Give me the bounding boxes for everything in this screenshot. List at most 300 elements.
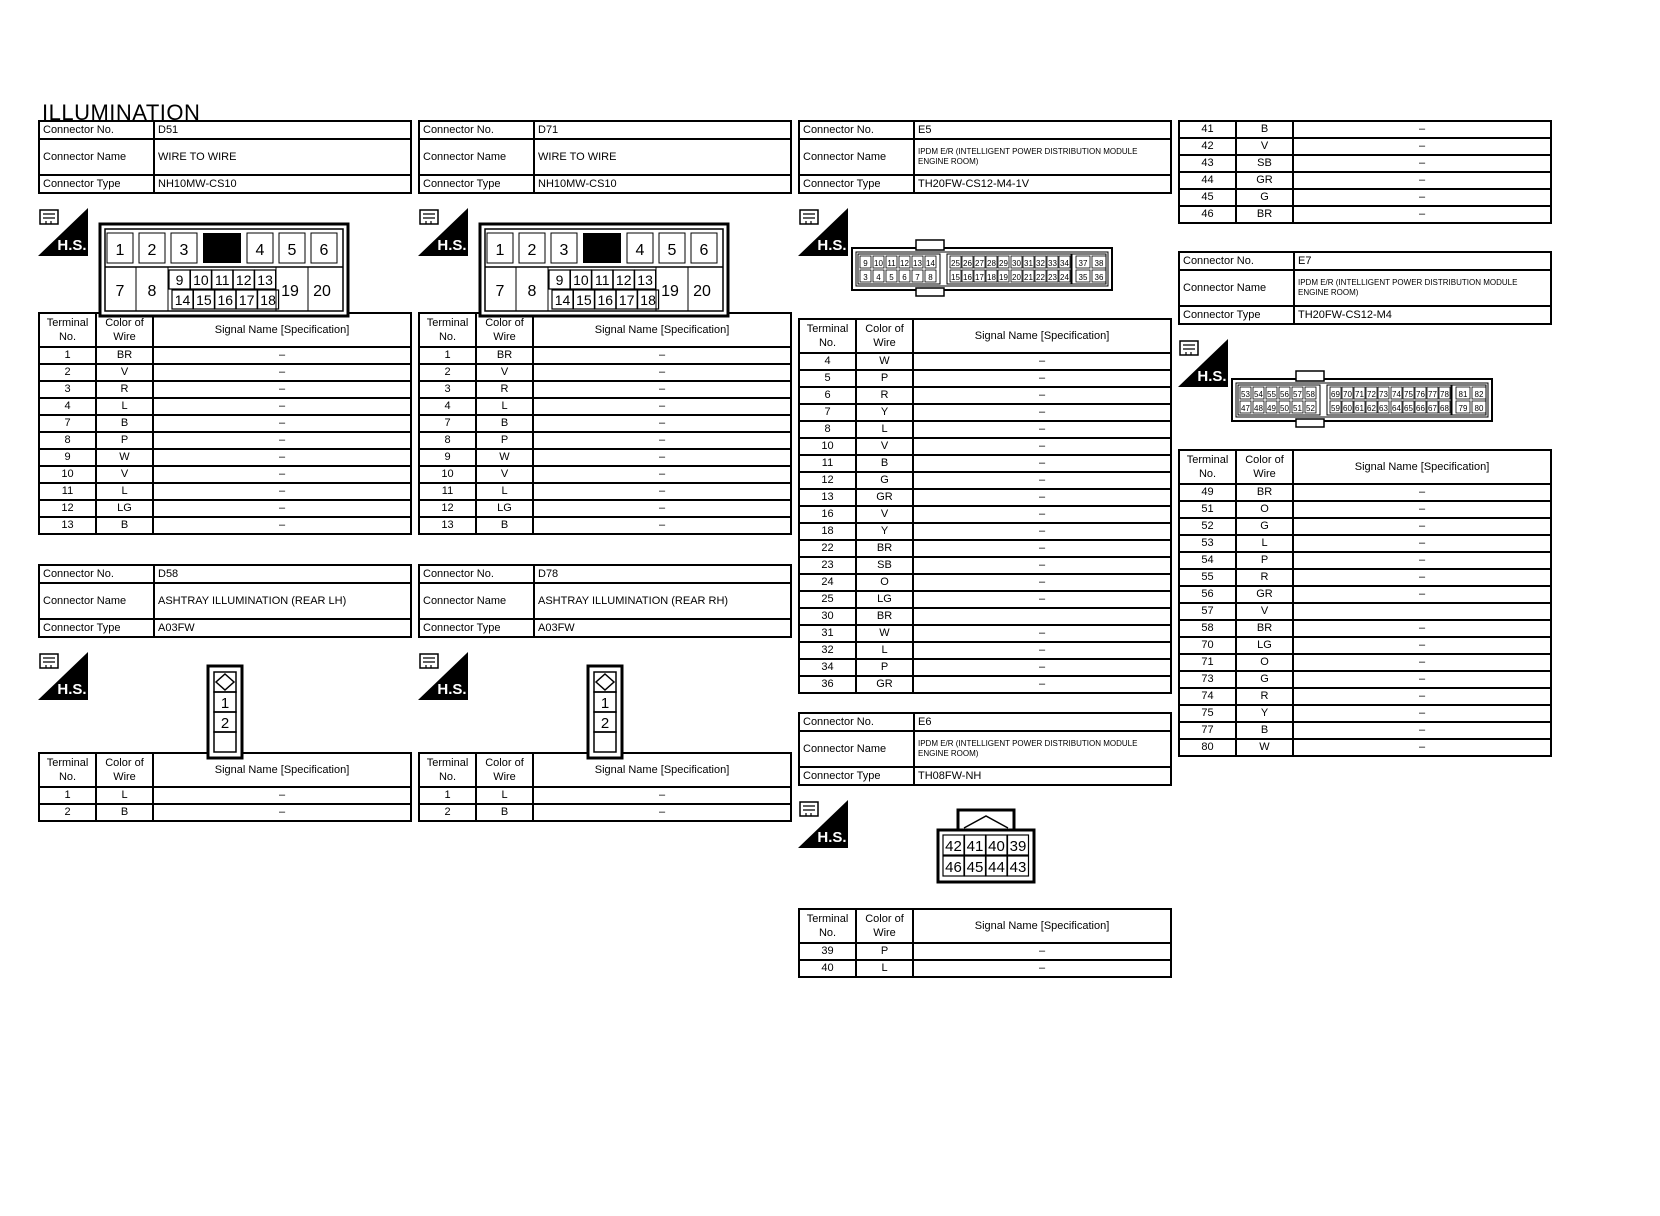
harness-side-icon	[798, 208, 848, 256]
pin-label: 62	[1367, 404, 1376, 413]
terminal-no: 1	[39, 787, 96, 804]
wire-color: L	[96, 483, 153, 500]
connector-d71	[418, 120, 792, 535]
pin-label: 68	[1440, 404, 1449, 413]
pin-label: 6	[699, 242, 709, 259]
connector-e7	[1178, 251, 1552, 757]
wire-color: LG	[856, 591, 913, 608]
pin-label: 47	[1241, 404, 1250, 413]
signal-name: –	[533, 449, 791, 466]
table-row	[799, 540, 1171, 557]
terminal-no: 58	[1179, 620, 1236, 637]
table-row	[1179, 518, 1551, 535]
connector-name-label: Connector Name	[799, 731, 914, 767]
wire-color: L	[856, 642, 913, 659]
table-row	[1179, 484, 1551, 501]
table-row	[419, 415, 791, 432]
wire-color: B	[96, 415, 153, 432]
pin-label: 81	[1458, 390, 1468, 399]
key-block	[203, 233, 241, 263]
wire-color: LG	[1236, 637, 1293, 654]
signal-name: –	[153, 787, 411, 804]
table-row	[419, 804, 791, 821]
terminal-no: 34	[799, 659, 856, 676]
signal-name: –	[153, 381, 411, 398]
wire-color: R	[1236, 569, 1293, 586]
pin-label: 5	[287, 242, 297, 259]
signal-name: –	[913, 642, 1171, 659]
wire-color: BR	[476, 347, 533, 364]
pin-label: 8	[928, 273, 933, 282]
connector-number-value: D51	[154, 121, 411, 139]
table-row	[799, 472, 1171, 489]
pin-label: 23	[1048, 273, 1057, 282]
connector-type-label: Connector Type	[1179, 306, 1294, 324]
pin-label: 10	[193, 272, 209, 288]
table-row	[799, 370, 1171, 387]
connector-type-label: Connector Type	[799, 767, 914, 785]
connector-number-label: Connector No.	[799, 713, 914, 731]
signal-name: –	[913, 676, 1171, 693]
signal-name: –	[533, 381, 791, 398]
terminal-no: 13	[419, 517, 476, 534]
terminal-no: 80	[1179, 739, 1236, 756]
table-row	[799, 943, 1171, 960]
pin-label: 36	[1094, 273, 1104, 282]
terminal-no: 39	[799, 943, 856, 960]
pin-label: 55	[1267, 390, 1276, 399]
terminal-no: 11	[39, 483, 96, 500]
table-row	[39, 483, 411, 500]
signal-name: –	[153, 804, 411, 821]
terminal-no: 8	[419, 432, 476, 449]
connector-info-table	[1178, 251, 1552, 325]
wire-color: P	[856, 370, 913, 387]
connector-name-value: IPDM E/R (INTELLIGENT POWER DISTRIBUTION MODULE ENGINE ROOM)	[914, 139, 1171, 175]
table-row	[1179, 637, 1551, 654]
connector-d58	[38, 564, 412, 822]
connector-number-label: Connector No.	[419, 121, 534, 139]
signal-name: –	[913, 557, 1171, 574]
terminal-no: 44	[1179, 172, 1236, 189]
connector-type-label: Connector Type	[419, 175, 534, 193]
pin-label: 63	[1379, 404, 1388, 413]
connector-type-value: NH10MW-CS10	[534, 175, 791, 193]
pin-label: 66	[1416, 404, 1425, 413]
wire-color: P	[476, 432, 533, 449]
table-row	[419, 483, 791, 500]
pin-label: 20	[313, 283, 331, 300]
wire-color-header: Color of Wire	[476, 753, 533, 787]
connector-number-value: E7	[1294, 252, 1551, 270]
connector-face-diagram	[1230, 369, 1500, 429]
signal-name: –	[913, 404, 1171, 421]
wire-color: G	[1236, 189, 1293, 206]
signal-name: –	[913, 455, 1171, 472]
connector-number-value: E5	[914, 121, 1171, 139]
terminal-no: 1	[39, 347, 96, 364]
signal-name: –	[533, 415, 791, 432]
signal-name: –	[1293, 705, 1551, 722]
connector-name-label: Connector Name	[1179, 270, 1294, 306]
table-row	[1179, 121, 1551, 138]
pin-label: 48	[1254, 404, 1263, 413]
pin-label: 58	[1306, 390, 1315, 399]
signal-name: –	[1293, 121, 1551, 138]
wire-color: L	[476, 787, 533, 804]
terminal-no: 12	[419, 500, 476, 517]
signal-name: –	[1293, 637, 1551, 654]
pin-label: 37	[1078, 259, 1088, 268]
terminal-no: 24	[799, 574, 856, 591]
pin-label: 15	[196, 292, 212, 308]
terminal-no: 3	[39, 381, 96, 398]
wire-color: W	[856, 625, 913, 642]
connector-number-value: D78	[534, 565, 791, 583]
terminal-no: 7	[799, 404, 856, 421]
pin-label: 51	[1293, 404, 1302, 413]
signal-name: –	[153, 466, 411, 483]
wire-color: L	[96, 398, 153, 415]
table-row	[39, 415, 411, 432]
wire-color: G	[1236, 518, 1293, 535]
hs-label: H.S.	[817, 237, 847, 254]
wire-color: P	[1236, 552, 1293, 569]
terminal-no: 9	[39, 449, 96, 466]
pin-label: 10	[573, 272, 589, 288]
table-row	[39, 500, 411, 517]
pin-label: 21	[1024, 273, 1033, 282]
pin-label: 5	[667, 242, 677, 259]
connector-face-diagram	[850, 238, 1120, 298]
connector-info-table	[418, 564, 792, 638]
pin-label: 15	[576, 292, 592, 308]
pin-label: 17	[975, 273, 984, 282]
wire-color: V	[1236, 138, 1293, 155]
wire-color: O	[856, 574, 913, 591]
pin-label: 17	[238, 292, 255, 308]
pin-label: 11	[215, 272, 230, 288]
pin-label: 67	[1428, 404, 1437, 413]
terminal-no: 7	[419, 415, 476, 432]
wire-color: LG	[96, 500, 153, 517]
signal-name: –	[913, 353, 1171, 370]
signal-name: –	[1293, 206, 1551, 223]
signal-name: –	[913, 960, 1171, 977]
table-row	[799, 438, 1171, 455]
pin-label: 22	[1036, 273, 1045, 282]
connector-number-label: Connector No.	[39, 121, 154, 139]
pin-label: 57	[1293, 390, 1302, 399]
connector-diagram-row	[1178, 339, 1552, 449]
signal-name: –	[913, 625, 1171, 642]
pin-label: 45	[966, 859, 984, 876]
terminal-no: 12	[799, 472, 856, 489]
table-row	[1179, 155, 1551, 172]
wire-color-header: Color of Wire	[856, 319, 913, 353]
terminal-no: 36	[799, 676, 856, 693]
pin-label: 65	[1404, 404, 1413, 413]
pin-label: 1	[220, 695, 230, 712]
terminal-no: 53	[1179, 535, 1236, 552]
signal-name-header: Signal Name [Specification]	[533, 313, 791, 347]
harness-side-icon	[1178, 339, 1228, 387]
wire-color: BR	[1236, 620, 1293, 637]
pin-label: 7	[915, 273, 920, 282]
table-row	[1179, 552, 1551, 569]
signal-name: –	[533, 364, 791, 381]
table-row	[1179, 722, 1551, 739]
signal-name: –	[533, 483, 791, 500]
table-row	[799, 591, 1171, 608]
wire-color: B	[96, 517, 153, 534]
wire-color: W	[1236, 739, 1293, 756]
connector-face-diagram	[478, 222, 738, 318]
signal-name: –	[533, 500, 791, 517]
connector-e6-continued	[1178, 120, 1552, 224]
wire-color: Y	[856, 404, 913, 421]
table-row	[419, 517, 791, 534]
pin-label: 20	[693, 283, 711, 300]
table-row	[39, 449, 411, 466]
pin-label: 7	[115, 283, 125, 300]
pin-label: 18	[260, 292, 276, 308]
terminal-no: 10	[419, 466, 476, 483]
hs-label: H.S.	[437, 681, 467, 698]
pin-label: 19	[281, 283, 299, 300]
signal-name: –	[1293, 671, 1551, 688]
wire-color: GR	[1236, 172, 1293, 189]
wire-color: R	[856, 387, 913, 404]
table-row	[1179, 138, 1551, 155]
connector-diagram-row	[418, 208, 792, 312]
hs-label: H.S.	[57, 237, 87, 254]
wire-color: L	[856, 960, 913, 977]
table-row	[799, 353, 1171, 370]
terminal-no-header: Terminal No.	[39, 313, 96, 347]
terminal-no: 4	[419, 398, 476, 415]
signal-name	[913, 608, 1171, 625]
pin-label: 14	[174, 292, 191, 308]
wire-color: W	[476, 449, 533, 466]
pin-label: 13	[257, 272, 273, 288]
pin-label: 64	[1392, 404, 1401, 413]
connector-number-label: Connector No.	[1179, 252, 1294, 270]
pin-label: 18	[987, 273, 996, 282]
pin-label: 3	[179, 242, 189, 259]
pin-label: 9	[175, 272, 184, 288]
pin-label: 14	[554, 292, 571, 308]
pin-label: 11	[595, 272, 610, 288]
pin-label: 2	[600, 715, 610, 732]
wire-color: L	[476, 398, 533, 415]
table-row	[799, 676, 1171, 693]
terminal-no: 2	[39, 364, 96, 381]
pin-label: 34	[1060, 259, 1069, 268]
wire-color: O	[1236, 501, 1293, 518]
signal-name: –	[913, 506, 1171, 523]
signal-name: –	[153, 347, 411, 364]
connector-d51	[38, 120, 412, 535]
terminal-no: 25	[799, 591, 856, 608]
pin-label: 54	[1254, 390, 1263, 399]
pin-label: 12	[615, 272, 632, 288]
connector-face-diagram	[38, 664, 412, 760]
pin-label: 14	[926, 259, 935, 268]
signal-name: –	[153, 364, 411, 381]
pin-label: 16	[597, 292, 614, 308]
signal-name-header: Signal Name [Specification]	[533, 753, 791, 787]
signal-name: –	[153, 517, 411, 534]
pin-label: 28	[987, 259, 996, 268]
pin-label: 15	[951, 273, 960, 282]
terminal-no: 9	[419, 449, 476, 466]
pin-label: 69	[1331, 390, 1340, 399]
wire-color: GR	[856, 676, 913, 693]
wire-color-header: Color of Wire	[856, 909, 913, 943]
pin-label: 75	[1404, 390, 1413, 399]
terminal-no: 57	[1179, 603, 1236, 620]
connector-number-value: D58	[154, 565, 411, 583]
table-row	[1179, 569, 1551, 586]
wire-color: BR	[856, 540, 913, 557]
table-row	[39, 517, 411, 534]
signal-name: –	[153, 398, 411, 415]
table-row	[799, 625, 1171, 642]
pin-label: 74	[1392, 390, 1401, 399]
table-row	[799, 421, 1171, 438]
connector-diagram	[98, 222, 358, 318]
pin-label: 33	[1048, 259, 1057, 268]
wire-color: R	[1236, 688, 1293, 705]
table-row	[1179, 189, 1551, 206]
wire-color: V	[476, 364, 533, 381]
pin-label: 11	[887, 259, 896, 268]
connector-name-label: Connector Name	[39, 139, 154, 175]
terminal-no: 4	[39, 398, 96, 415]
table-row	[1179, 501, 1551, 518]
pin-label: 9	[555, 272, 564, 288]
connector-type-value: NH10MW-CS10	[154, 175, 411, 193]
terminal-no: 56	[1179, 586, 1236, 603]
terminal-no: 55	[1179, 569, 1236, 586]
table-row	[419, 364, 791, 381]
table-row	[799, 489, 1171, 506]
connector-name-label: Connector Name	[39, 583, 154, 619]
table-row	[419, 466, 791, 483]
pin-label: 38	[1094, 259, 1104, 268]
signal-name: –	[1293, 654, 1551, 671]
table-row	[39, 364, 411, 381]
pin-label: 60	[1343, 404, 1352, 413]
connector-face-diagram	[418, 664, 792, 760]
terminal-no: 6	[799, 387, 856, 404]
harness-side-icon	[418, 208, 468, 256]
signal-name: –	[153, 432, 411, 449]
pin-label: 4	[876, 273, 881, 282]
terminal-no: 51	[1179, 501, 1236, 518]
signal-name: –	[913, 387, 1171, 404]
pin-label: 17	[618, 292, 635, 308]
connector-diagram	[478, 222, 738, 318]
wire-color: B	[1236, 121, 1293, 138]
wire-color: L	[96, 787, 153, 804]
table-row	[419, 398, 791, 415]
signal-name: –	[1293, 518, 1551, 535]
terminal-no: 45	[1179, 189, 1236, 206]
connector-diagram-row	[38, 652, 412, 752]
connector-name-label: Connector Name	[419, 583, 534, 619]
signal-name: –	[913, 472, 1171, 489]
pin-label: 6	[319, 242, 329, 259]
key-block	[583, 233, 621, 263]
pin-label: 2	[527, 242, 537, 259]
terminal-no-header: Terminal No.	[39, 753, 96, 787]
wire-color: B	[476, 517, 533, 534]
pin-label: 4	[635, 242, 645, 259]
table-row	[1179, 206, 1551, 223]
table-row	[1179, 603, 1551, 620]
connector-info-table	[418, 120, 792, 194]
terminal-no: 52	[1179, 518, 1236, 535]
pin-label: 8	[527, 283, 537, 300]
table-row	[1179, 620, 1551, 637]
table-row	[799, 387, 1171, 404]
pin-label: 52	[1306, 404, 1315, 413]
connector-number-label: Connector No.	[419, 565, 534, 583]
signal-name: –	[913, 574, 1171, 591]
pin-label: 26	[963, 259, 972, 268]
pin-label: 3	[863, 273, 868, 282]
terminal-no: 7	[39, 415, 96, 432]
signal-name: –	[1293, 155, 1551, 172]
table-row	[799, 659, 1171, 676]
signal-name: –	[1293, 688, 1551, 705]
hs-label: H.S.	[1197, 368, 1227, 385]
wire-color: BR	[96, 347, 153, 364]
pin-label: 30	[1012, 259, 1021, 268]
wire-color: V	[96, 364, 153, 381]
table-row	[799, 523, 1171, 540]
terminal-no: 41	[1179, 121, 1236, 138]
signal-name-header: Signal Name [Specification]	[153, 313, 411, 347]
table-row	[1179, 688, 1551, 705]
pin-label: 8	[147, 283, 157, 300]
pin-label: 70	[1343, 390, 1352, 399]
table-row	[799, 506, 1171, 523]
wire-color: B	[1236, 722, 1293, 739]
signal-name: –	[913, 591, 1171, 608]
pin-label: 80	[1474, 404, 1484, 413]
connector-face-diagram	[98, 222, 358, 318]
pin-label: 78	[1440, 390, 1449, 399]
pin-label: 9	[863, 259, 868, 268]
terminal-no: 18	[799, 523, 856, 540]
terminal-no: 77	[1179, 722, 1236, 739]
connector-info-table	[798, 120, 1172, 194]
table-row	[419, 381, 791, 398]
connector-diagram	[1230, 369, 1500, 429]
terminal-no-header: Terminal No.	[1179, 450, 1236, 484]
connector-diagram-row	[798, 800, 1172, 908]
connector-number-label: Connector No.	[799, 121, 914, 139]
terminal-table	[418, 312, 792, 535]
terminal-no: 4	[799, 353, 856, 370]
pin-label: 20	[1012, 273, 1021, 282]
signal-name: –	[1293, 501, 1551, 518]
wire-color-header: Color of Wire	[96, 753, 153, 787]
table-row	[799, 642, 1171, 659]
